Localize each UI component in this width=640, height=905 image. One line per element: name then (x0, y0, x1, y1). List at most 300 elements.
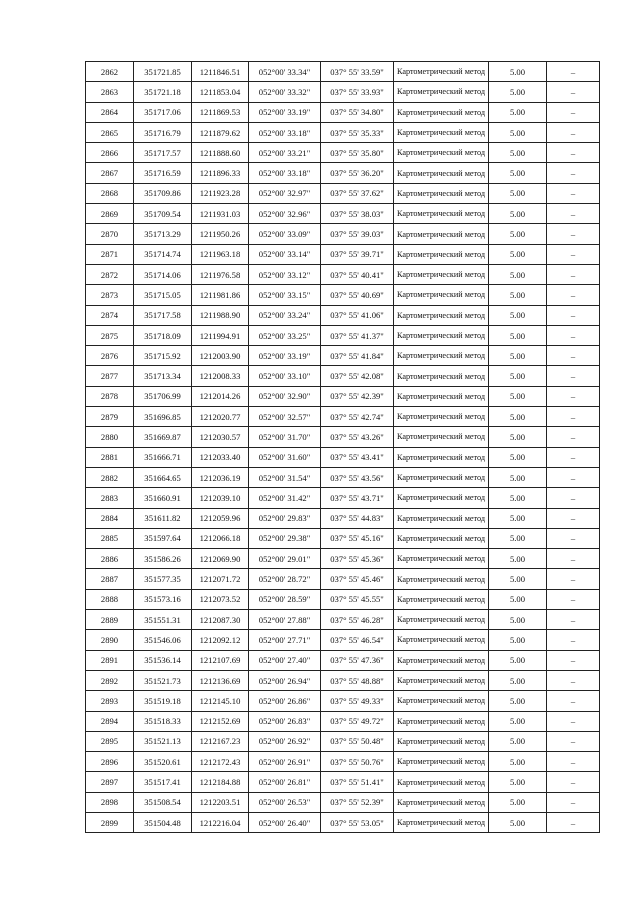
accuracy-cell: 5.00 (489, 143, 547, 163)
table-row (86, 82, 600, 102)
table-row (86, 285, 600, 305)
latitude-cell: 052°00' 27.71" (249, 630, 321, 650)
accuracy-cell: 5.00 (489, 386, 547, 406)
longitude-cell: 037° 55' 41.84" (321, 346, 394, 366)
x-coordinate-cell: 351520.61 (134, 752, 192, 772)
method-cell: Картометрический метод (394, 62, 489, 82)
y-coordinate-cell: 1212087.30 (192, 610, 249, 630)
method-cell: Картометрический метод (394, 812, 489, 832)
table-row (86, 508, 600, 528)
point-number-cell: 2887 (86, 569, 134, 589)
x-coordinate-cell: 351713.34 (134, 366, 192, 386)
latitude-cell: 052°00' 26.40" (249, 812, 321, 832)
table-row (86, 752, 600, 772)
note-cell: – (547, 102, 600, 122)
y-coordinate-cell: 1212136.69 (192, 670, 249, 690)
accuracy-cell: 5.00 (489, 224, 547, 244)
point-number-cell: 2868 (86, 183, 134, 203)
latitude-cell: 052°00' 32.90" (249, 386, 321, 406)
longitude-cell: 037° 55' 39.03" (321, 224, 394, 244)
method-cell: Картометрический метод (394, 691, 489, 711)
longitude-cell: 037° 55' 46.28" (321, 610, 394, 630)
table-row (86, 549, 600, 569)
table-row (86, 325, 600, 345)
x-coordinate-cell: 351536.14 (134, 650, 192, 670)
x-coordinate-cell: 351717.58 (134, 305, 192, 325)
method-cell: Картометрический метод (394, 447, 489, 467)
point-number-cell: 2891 (86, 650, 134, 670)
table-row (86, 772, 600, 792)
y-coordinate-cell: 1212069.90 (192, 549, 249, 569)
longitude-cell: 037° 55' 52.39" (321, 792, 394, 812)
note-cell: – (547, 467, 600, 487)
y-coordinate-cell: 1212033.40 (192, 447, 249, 467)
x-coordinate-cell: 351546.06 (134, 630, 192, 650)
note-cell: – (547, 163, 600, 183)
accuracy-cell: 5.00 (489, 122, 547, 142)
latitude-cell: 052°00' 27.88" (249, 610, 321, 630)
method-cell: Картометрический метод (394, 325, 489, 345)
point-number-cell: 2880 (86, 427, 134, 447)
latitude-cell: 052°00' 29.83" (249, 508, 321, 528)
point-number-cell: 2873 (86, 285, 134, 305)
method-cell: Картометрический метод (394, 122, 489, 142)
table-row (86, 183, 600, 203)
method-cell: Картометрический метод (394, 386, 489, 406)
x-coordinate-cell: 351519.18 (134, 691, 192, 711)
y-coordinate-cell: 1211896.33 (192, 163, 249, 183)
x-coordinate-cell: 351521.73 (134, 670, 192, 690)
longitude-cell: 037° 55' 40.41" (321, 264, 394, 284)
x-coordinate-cell: 351508.54 (134, 792, 192, 812)
x-coordinate-cell: 351517.41 (134, 772, 192, 792)
method-cell: Картометрический метод (394, 204, 489, 224)
y-coordinate-cell: 1211931.03 (192, 204, 249, 224)
x-coordinate-cell: 351706.99 (134, 386, 192, 406)
latitude-cell: 052°00' 28.72" (249, 569, 321, 589)
method-cell: Картометрический метод (394, 143, 489, 163)
longitude-cell: 037° 55' 46.54" (321, 630, 394, 650)
longitude-cell: 037° 55' 49.72" (321, 711, 394, 731)
table-row (86, 62, 600, 82)
note-cell: – (547, 731, 600, 751)
longitude-cell: 037° 55' 45.46" (321, 569, 394, 589)
x-coordinate-cell: 351696.85 (134, 407, 192, 427)
x-coordinate-cell: 351666.71 (134, 447, 192, 467)
y-coordinate-cell: 1212107.69 (192, 650, 249, 670)
longitude-cell: 037° 55' 45.55" (321, 589, 394, 609)
latitude-cell: 052°00' 29.01" (249, 549, 321, 569)
note-cell: – (547, 264, 600, 284)
accuracy-cell: 5.00 (489, 488, 547, 508)
note-cell: – (547, 508, 600, 528)
latitude-cell: 052°00' 26.81" (249, 772, 321, 792)
table-row (86, 346, 600, 366)
latitude-cell: 052°00' 26.86" (249, 691, 321, 711)
accuracy-cell: 5.00 (489, 244, 547, 264)
y-coordinate-cell: 1211994.91 (192, 325, 249, 345)
longitude-cell: 037° 55' 35.80" (321, 143, 394, 163)
table-row (86, 711, 600, 731)
point-number-cell: 2885 (86, 528, 134, 548)
note-cell: – (547, 122, 600, 142)
latitude-cell: 052°00' 26.91" (249, 752, 321, 772)
point-number-cell: 2874 (86, 305, 134, 325)
point-number-cell: 2871 (86, 244, 134, 264)
note-cell: – (547, 488, 600, 508)
longitude-cell: 037° 55' 50.48" (321, 731, 394, 751)
longitude-cell: 037° 55' 40.69" (321, 285, 394, 305)
accuracy-cell: 5.00 (489, 569, 547, 589)
x-coordinate-cell: 351716.59 (134, 163, 192, 183)
table-row (86, 305, 600, 325)
method-cell: Картометрический метод (394, 244, 489, 264)
x-coordinate-cell: 351660.91 (134, 488, 192, 508)
table-row (86, 163, 600, 183)
y-coordinate-cell: 1212008.33 (192, 366, 249, 386)
longitude-cell: 037° 55' 45.16" (321, 528, 394, 548)
note-cell: – (547, 427, 600, 447)
accuracy-cell: 5.00 (489, 772, 547, 792)
longitude-cell: 037° 55' 37.62" (321, 183, 394, 203)
table-row (86, 610, 600, 630)
method-cell: Картометрический метод (394, 772, 489, 792)
point-number-cell: 2886 (86, 549, 134, 569)
x-coordinate-cell: 351521.13 (134, 731, 192, 751)
table-row (86, 569, 600, 589)
point-number-cell: 2870 (86, 224, 134, 244)
longitude-cell: 037° 55' 43.26" (321, 427, 394, 447)
longitude-cell: 037° 55' 42.74" (321, 407, 394, 427)
method-cell: Картометрический метод (394, 488, 489, 508)
x-coordinate-cell: 351713.29 (134, 224, 192, 244)
note-cell: – (547, 447, 600, 467)
point-number-cell: 2892 (86, 670, 134, 690)
table-row (86, 407, 600, 427)
y-coordinate-cell: 1212039.10 (192, 488, 249, 508)
method-cell: Картометрический метод (394, 792, 489, 812)
point-number-cell: 2865 (86, 122, 134, 142)
point-number-cell: 2899 (86, 812, 134, 832)
point-number-cell: 2884 (86, 508, 134, 528)
method-cell: Картометрический метод (394, 610, 489, 630)
accuracy-cell: 5.00 (489, 305, 547, 325)
x-coordinate-cell: 351611.82 (134, 508, 192, 528)
accuracy-cell: 5.00 (489, 589, 547, 609)
y-coordinate-cell: 1211879.62 (192, 122, 249, 142)
accuracy-cell: 5.00 (489, 62, 547, 82)
note-cell: – (547, 711, 600, 731)
table-row (86, 467, 600, 487)
x-coordinate-cell: 351504.48 (134, 812, 192, 832)
point-number-cell: 2879 (86, 407, 134, 427)
method-cell: Картометрический метод (394, 467, 489, 487)
method-cell: Картометрический метод (394, 630, 489, 650)
latitude-cell: 052°00' 26.83" (249, 711, 321, 731)
point-number-cell: 2889 (86, 610, 134, 630)
latitude-cell: 052°00' 33.14" (249, 244, 321, 264)
method-cell: Картометрический метод (394, 549, 489, 569)
note-cell: – (547, 386, 600, 406)
x-coordinate-cell: 351597.64 (134, 528, 192, 548)
table-row (86, 264, 600, 284)
point-number-cell: 2883 (86, 488, 134, 508)
note-cell: – (547, 752, 600, 772)
latitude-cell: 052°00' 27.40" (249, 650, 321, 670)
table-row (86, 447, 600, 467)
note-cell: – (547, 62, 600, 82)
note-cell: – (547, 549, 600, 569)
method-cell: Картометрический метод (394, 82, 489, 102)
x-coordinate-cell: 351669.87 (134, 427, 192, 447)
accuracy-cell: 5.00 (489, 691, 547, 711)
latitude-cell: 052°00' 33.19" (249, 346, 321, 366)
point-number-cell: 2893 (86, 691, 134, 711)
accuracy-cell: 5.00 (489, 346, 547, 366)
accuracy-cell: 5.00 (489, 204, 547, 224)
y-coordinate-cell: 1211846.51 (192, 62, 249, 82)
x-coordinate-cell: 351717.06 (134, 102, 192, 122)
point-number-cell: 2895 (86, 731, 134, 751)
method-cell: Картометрический метод (394, 569, 489, 589)
x-coordinate-cell: 351709.54 (134, 204, 192, 224)
method-cell: Картометрический метод (394, 752, 489, 772)
x-coordinate-cell: 351709.86 (134, 183, 192, 203)
latitude-cell: 052°00' 26.53" (249, 792, 321, 812)
y-coordinate-cell: 1212167.23 (192, 731, 249, 751)
y-coordinate-cell: 1211950.26 (192, 224, 249, 244)
table-row (86, 122, 600, 142)
accuracy-cell: 5.00 (489, 812, 547, 832)
note-cell: – (547, 812, 600, 832)
x-coordinate-cell: 351718.09 (134, 325, 192, 345)
note-cell: – (547, 183, 600, 203)
accuracy-cell: 5.00 (489, 82, 547, 102)
point-number-cell: 2867 (86, 163, 134, 183)
y-coordinate-cell: 1212145.10 (192, 691, 249, 711)
y-coordinate-cell: 1212152.69 (192, 711, 249, 731)
point-number-cell: 2881 (86, 447, 134, 467)
point-number-cell: 2877 (86, 366, 134, 386)
point-number-cell: 2888 (86, 589, 134, 609)
note-cell: – (547, 143, 600, 163)
latitude-cell: 052°00' 31.60" (249, 447, 321, 467)
y-coordinate-cell: 1211853.04 (192, 82, 249, 102)
accuracy-cell: 5.00 (489, 792, 547, 812)
table-row (86, 143, 600, 163)
method-cell: Картометрический метод (394, 407, 489, 427)
table-row (86, 650, 600, 670)
accuracy-cell: 5.00 (489, 183, 547, 203)
note-cell: – (547, 82, 600, 102)
y-coordinate-cell: 1211988.90 (192, 305, 249, 325)
accuracy-cell: 5.00 (489, 549, 547, 569)
table-row (86, 528, 600, 548)
accuracy-cell: 5.00 (489, 264, 547, 284)
point-number-cell: 2882 (86, 467, 134, 487)
y-coordinate-cell: 1212216.04 (192, 812, 249, 832)
point-number-cell: 2862 (86, 62, 134, 82)
table-body (86, 62, 600, 833)
table-row (86, 812, 600, 832)
method-cell: Картометрический метод (394, 508, 489, 528)
note-cell: – (547, 792, 600, 812)
point-number-cell: 2897 (86, 772, 134, 792)
note-cell: – (547, 305, 600, 325)
note-cell: – (547, 650, 600, 670)
accuracy-cell: 5.00 (489, 427, 547, 447)
table-row (86, 589, 600, 609)
method-cell: Картометрический метод (394, 731, 489, 751)
table-row (86, 224, 600, 244)
latitude-cell: 052°00' 33.10" (249, 366, 321, 386)
method-cell: Картометрический метод (394, 264, 489, 284)
x-coordinate-cell: 351715.92 (134, 346, 192, 366)
note-cell: – (547, 224, 600, 244)
point-number-cell: 2864 (86, 102, 134, 122)
longitude-cell: 037° 55' 35.33" (321, 122, 394, 142)
latitude-cell: 052°00' 32.96" (249, 204, 321, 224)
longitude-cell: 037° 55' 42.08" (321, 366, 394, 386)
note-cell: – (547, 772, 600, 792)
y-coordinate-cell: 1212203.51 (192, 792, 249, 812)
y-coordinate-cell: 1212003.90 (192, 346, 249, 366)
note-cell: – (547, 285, 600, 305)
y-coordinate-cell: 1212073.52 (192, 589, 249, 609)
accuracy-cell: 5.00 (489, 407, 547, 427)
y-coordinate-cell: 1211963.18 (192, 244, 249, 264)
method-cell: Картометрический метод (394, 102, 489, 122)
point-number-cell: 2872 (86, 264, 134, 284)
latitude-cell: 052°00' 31.70" (249, 427, 321, 447)
x-coordinate-cell: 351714.74 (134, 244, 192, 264)
method-cell: Картометрический метод (394, 305, 489, 325)
longitude-cell: 037° 55' 47.36" (321, 650, 394, 670)
accuracy-cell: 5.00 (489, 670, 547, 690)
y-coordinate-cell: 1212172.43 (192, 752, 249, 772)
latitude-cell: 052°00' 26.92" (249, 731, 321, 751)
y-coordinate-cell: 1212020.77 (192, 407, 249, 427)
latitude-cell: 052°00' 28.59" (249, 589, 321, 609)
latitude-cell: 052°00' 32.57" (249, 407, 321, 427)
longitude-cell: 037° 55' 43.71" (321, 488, 394, 508)
table-row (86, 691, 600, 711)
x-coordinate-cell: 351577.35 (134, 569, 192, 589)
coordinates-table (85, 61, 600, 833)
y-coordinate-cell: 1212184.88 (192, 772, 249, 792)
accuracy-cell: 5.00 (489, 752, 547, 772)
longitude-cell: 037° 55' 44.83" (321, 508, 394, 528)
latitude-cell: 052°00' 33.34" (249, 62, 321, 82)
latitude-cell: 052°00' 33.19" (249, 102, 321, 122)
x-coordinate-cell: 351518.33 (134, 711, 192, 731)
note-cell: – (547, 366, 600, 386)
point-number-cell: 2898 (86, 792, 134, 812)
point-number-cell: 2866 (86, 143, 134, 163)
table-row (86, 731, 600, 751)
point-number-cell: 2878 (86, 386, 134, 406)
x-coordinate-cell: 351551.31 (134, 610, 192, 630)
y-coordinate-cell: 1212059.96 (192, 508, 249, 528)
point-number-cell: 2869 (86, 204, 134, 224)
note-cell: – (547, 630, 600, 650)
table-row (86, 670, 600, 690)
accuracy-cell: 5.00 (489, 630, 547, 650)
point-number-cell: 2894 (86, 711, 134, 731)
note-cell: – (547, 407, 600, 427)
note-cell: – (547, 244, 600, 264)
method-cell: Картометрический метод (394, 346, 489, 366)
note-cell: – (547, 610, 600, 630)
x-coordinate-cell: 351715.05 (134, 285, 192, 305)
table-row (86, 244, 600, 264)
longitude-cell: 037° 55' 34.80" (321, 102, 394, 122)
point-number-cell: 2876 (86, 346, 134, 366)
method-cell: Картометрический метод (394, 427, 489, 447)
longitude-cell: 037° 55' 41.37" (321, 325, 394, 345)
point-number-cell: 2896 (86, 752, 134, 772)
accuracy-cell: 5.00 (489, 528, 547, 548)
longitude-cell: 037° 55' 43.56" (321, 467, 394, 487)
table-row (86, 366, 600, 386)
method-cell: Картометрический метод (394, 163, 489, 183)
method-cell: Картометрический метод (394, 670, 489, 690)
y-coordinate-cell: 1211923.28 (192, 183, 249, 203)
y-coordinate-cell: 1211869.53 (192, 102, 249, 122)
longitude-cell: 037° 55' 50.76" (321, 752, 394, 772)
latitude-cell: 052°00' 33.09" (249, 224, 321, 244)
method-cell: Картометрический метод (394, 183, 489, 203)
x-coordinate-cell: 351573.16 (134, 589, 192, 609)
longitude-cell: 037° 55' 48.88" (321, 670, 394, 690)
note-cell: – (547, 569, 600, 589)
longitude-cell: 037° 55' 45.36" (321, 549, 394, 569)
method-cell: Картометрический метод (394, 711, 489, 731)
longitude-cell: 037° 55' 49.33" (321, 691, 394, 711)
y-coordinate-cell: 1212014.26 (192, 386, 249, 406)
latitude-cell: 052°00' 33.21" (249, 143, 321, 163)
latitude-cell: 052°00' 33.24" (249, 305, 321, 325)
latitude-cell: 052°00' 33.25" (249, 325, 321, 345)
method-cell: Картометрический метод (394, 528, 489, 548)
accuracy-cell: 5.00 (489, 650, 547, 670)
note-cell: – (547, 325, 600, 345)
x-coordinate-cell: 351586.26 (134, 549, 192, 569)
note-cell: – (547, 670, 600, 690)
table-row (86, 386, 600, 406)
table-row (86, 102, 600, 122)
y-coordinate-cell: 1211976.58 (192, 264, 249, 284)
x-coordinate-cell: 351714.06 (134, 264, 192, 284)
accuracy-cell: 5.00 (489, 285, 547, 305)
latitude-cell: 052°00' 29.38" (249, 528, 321, 548)
table-row (86, 488, 600, 508)
accuracy-cell: 5.00 (489, 467, 547, 487)
x-coordinate-cell: 351717.57 (134, 143, 192, 163)
longitude-cell: 037° 55' 33.59" (321, 62, 394, 82)
longitude-cell: 037° 55' 36.20" (321, 163, 394, 183)
longitude-cell: 037° 55' 39.71" (321, 244, 394, 264)
note-cell: – (547, 346, 600, 366)
method-cell: Картометрический метод (394, 589, 489, 609)
longitude-cell: 037° 55' 42.39" (321, 386, 394, 406)
y-coordinate-cell: 1212066.18 (192, 528, 249, 548)
table-row (86, 630, 600, 650)
latitude-cell: 052°00' 33.18" (249, 163, 321, 183)
note-cell: – (547, 528, 600, 548)
y-coordinate-cell: 1212092.12 (192, 630, 249, 650)
accuracy-cell: 5.00 (489, 447, 547, 467)
